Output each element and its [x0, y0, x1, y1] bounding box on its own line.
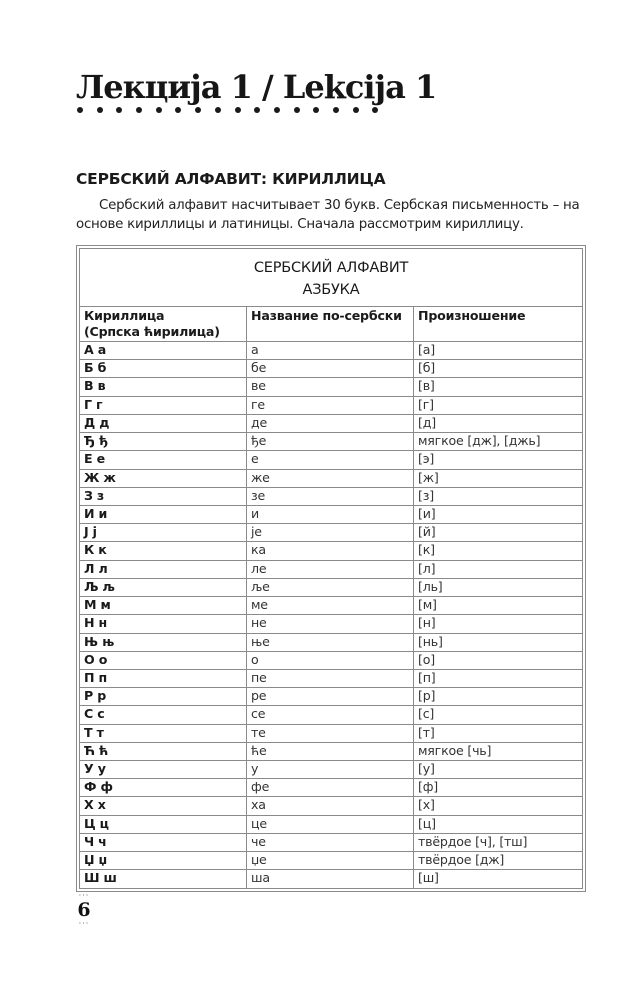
cell-pronunciation: [с] [414, 706, 583, 724]
table-row [80, 396, 583, 414]
divider-dot [235, 107, 241, 113]
cell-name: ре [247, 688, 414, 706]
table-row [80, 378, 583, 396]
divider-dot [175, 107, 181, 113]
page-number-dots-bottom: ··· [78, 919, 90, 928]
column-header-letter [80, 307, 247, 342]
cell-name: ха [247, 797, 414, 815]
cell-pronunciation: [а] [414, 342, 583, 360]
table-row [80, 342, 583, 360]
table-row [80, 469, 583, 487]
divider-dot [77, 107, 83, 113]
cell-pronunciation: [б] [414, 360, 583, 378]
table-row [80, 761, 583, 779]
cell-name: и [247, 505, 414, 523]
cell-name: бе [247, 360, 414, 378]
divider-dot [353, 107, 359, 113]
table-row [80, 797, 583, 815]
cell-name: ње [247, 633, 414, 651]
table-row [80, 615, 583, 633]
table-row [80, 651, 583, 669]
title-dot-divider [77, 107, 378, 113]
page-number-block [77, 893, 91, 927]
cell-pronunciation: [ж] [414, 469, 583, 487]
table-row [80, 360, 583, 378]
cell-pronunciation: [ц] [414, 815, 583, 833]
cell-pronunciation: мягкое [чь] [414, 742, 583, 760]
cell-name: пе [247, 669, 414, 687]
cell-name: о [247, 651, 414, 669]
cell-letter: Љ љ [80, 578, 247, 596]
cell-letter: Ш ш [80, 870, 247, 889]
table-row [80, 688, 583, 706]
divider-dot [254, 107, 260, 113]
column-header-pronunciation: Произношение [414, 307, 583, 342]
cell-name: се [247, 706, 414, 724]
cell-pronunciation: [и] [414, 505, 583, 523]
cell-name: че [247, 833, 414, 851]
cell-pronunciation: [к] [414, 542, 583, 560]
divider-dot [116, 107, 122, 113]
cell-name: ге [247, 396, 414, 414]
table-caption [80, 249, 583, 307]
divider-dot [136, 107, 142, 113]
table-row [80, 597, 583, 615]
column-header-name: Название по-сербски [247, 307, 414, 342]
cell-pronunciation: твёрдое [дж] [414, 852, 583, 870]
table-row [80, 870, 583, 889]
cell-pronunciation: [м] [414, 597, 583, 615]
table-caption-line2: АЗБУКА [302, 282, 360, 298]
cell-letter: Ђ ђ [80, 433, 247, 451]
cell-pronunciation: [х] [414, 797, 583, 815]
cell-name: а [247, 342, 414, 360]
cell-letter: М м [80, 597, 247, 615]
table-caption-row [80, 249, 583, 307]
cell-pronunciation: [нь] [414, 633, 583, 651]
table-row [80, 451, 583, 469]
cell-name: ве [247, 378, 414, 396]
cell-pronunciation: [в] [414, 378, 583, 396]
cell-pronunciation: мягкое [дж], [джь] [414, 433, 583, 451]
cell-name: це [247, 815, 414, 833]
table-row [80, 724, 583, 742]
cell-pronunciation: [ль] [414, 578, 583, 596]
cell-letter: З з [80, 487, 247, 505]
cell-name: ме [247, 597, 414, 615]
cell-pronunciation: [й] [414, 524, 583, 542]
cell-letter: Ч ч [80, 833, 247, 851]
divider-dot [333, 107, 339, 113]
cell-letter: Х х [80, 797, 247, 815]
divider-dot [294, 107, 300, 113]
table-header-row [80, 307, 583, 342]
divider-dot [372, 107, 378, 113]
divider-dot [215, 107, 221, 113]
cell-letter: Ф ф [80, 779, 247, 797]
table-row [80, 742, 583, 760]
cell-name: зе [247, 487, 414, 505]
table-row [80, 487, 583, 505]
divider-dot [274, 107, 280, 113]
cell-letter: Н н [80, 615, 247, 633]
cell-name: ша [247, 870, 414, 889]
divider-dot [313, 107, 319, 113]
table-row [80, 433, 583, 451]
table-row [80, 633, 583, 651]
cell-pronunciation: твёрдое [ч], [тш] [414, 833, 583, 851]
cell-pronunciation: [н] [414, 615, 583, 633]
cell-pronunciation: [ф] [414, 779, 583, 797]
cell-letter: Д д [80, 414, 247, 432]
cell-letter: Б б [80, 360, 247, 378]
cell-pronunciation: [т] [414, 724, 583, 742]
column-header-letter-line1: Кириллица [84, 308, 165, 323]
cell-name: те [247, 724, 414, 742]
cell-letter: Ж ж [80, 469, 247, 487]
cell-letter: Ц ц [80, 815, 247, 833]
column-header-letter-line2: (Српска ћирилица) [84, 324, 220, 339]
table-caption-line1: СЕРБСКИЙ АЛФАВИТ [253, 260, 409, 276]
cell-pronunciation: [п] [414, 669, 583, 687]
table-row [80, 505, 583, 523]
cell-letter: Е е [80, 451, 247, 469]
cell-letter: Г г [80, 396, 247, 414]
cell-pronunciation: [г] [414, 396, 583, 414]
cell-name: је [247, 524, 414, 542]
table-row [80, 414, 583, 432]
cell-pronunciation: [э] [414, 451, 583, 469]
alphabet-table [79, 248, 583, 889]
cell-letter: Ј ј [80, 524, 247, 542]
cell-letter: Р р [80, 688, 247, 706]
table-row [80, 852, 583, 870]
table-row [80, 560, 583, 578]
cell-pronunciation: [л] [414, 560, 583, 578]
table-row [80, 669, 583, 687]
cell-pronunciation: [з] [414, 487, 583, 505]
cell-letter: Т т [80, 724, 247, 742]
cell-letter: Ћ ћ [80, 742, 247, 760]
cell-name: ле [247, 560, 414, 578]
cell-name: не [247, 615, 414, 633]
cell-pronunciation: [о] [414, 651, 583, 669]
cell-name: же [247, 469, 414, 487]
section-heading: СЕРБСКИЙ АЛФАВИТ: КИРИЛЛИЦА [76, 170, 386, 188]
table-row [80, 779, 583, 797]
cell-name: ће [247, 742, 414, 760]
cell-pronunciation: [д] [414, 414, 583, 432]
divider-dot [156, 107, 162, 113]
cell-name: џе [247, 852, 414, 870]
cell-name: ље [247, 578, 414, 596]
cell-letter: О о [80, 651, 247, 669]
cell-name: у [247, 761, 414, 779]
page-number: 6 [77, 899, 91, 921]
cell-name: фе [247, 779, 414, 797]
page-number-dots-top: ··· [78, 891, 90, 900]
cell-letter: С с [80, 706, 247, 724]
table-row [80, 542, 583, 560]
table-row [80, 524, 583, 542]
cell-letter: Л л [80, 560, 247, 578]
cell-letter: У у [80, 761, 247, 779]
cell-pronunciation: [р] [414, 688, 583, 706]
divider-dot [97, 107, 103, 113]
cell-pronunciation: [ш] [414, 870, 583, 889]
cell-name: де [247, 414, 414, 432]
table-row [80, 833, 583, 851]
cell-name: е [247, 451, 414, 469]
table-row [80, 578, 583, 596]
cell-letter: К к [80, 542, 247, 560]
cell-name: ка [247, 542, 414, 560]
divider-dot [195, 107, 201, 113]
cell-letter: Џ џ [80, 852, 247, 870]
cell-letter: П п [80, 669, 247, 687]
intro-paragraph: Сербский алфавит насчитывает 30 букв. Сербская письменность – на основе кириллицы и латиницы. Сначала рассмотрим кириллицу. [76, 198, 580, 232]
alphabet-table-frame [76, 245, 586, 892]
cell-pronunciation: [у] [414, 761, 583, 779]
table-row [80, 706, 583, 724]
cell-letter: В в [80, 378, 247, 396]
cell-name: ђе [247, 433, 414, 451]
table-row [80, 815, 583, 833]
cell-letter: И и [80, 505, 247, 523]
lesson-title: Лекција 1 / Lekcija 1 [76, 68, 437, 106]
cell-letter: Њ њ [80, 633, 247, 651]
cell-letter: А а [80, 342, 247, 360]
